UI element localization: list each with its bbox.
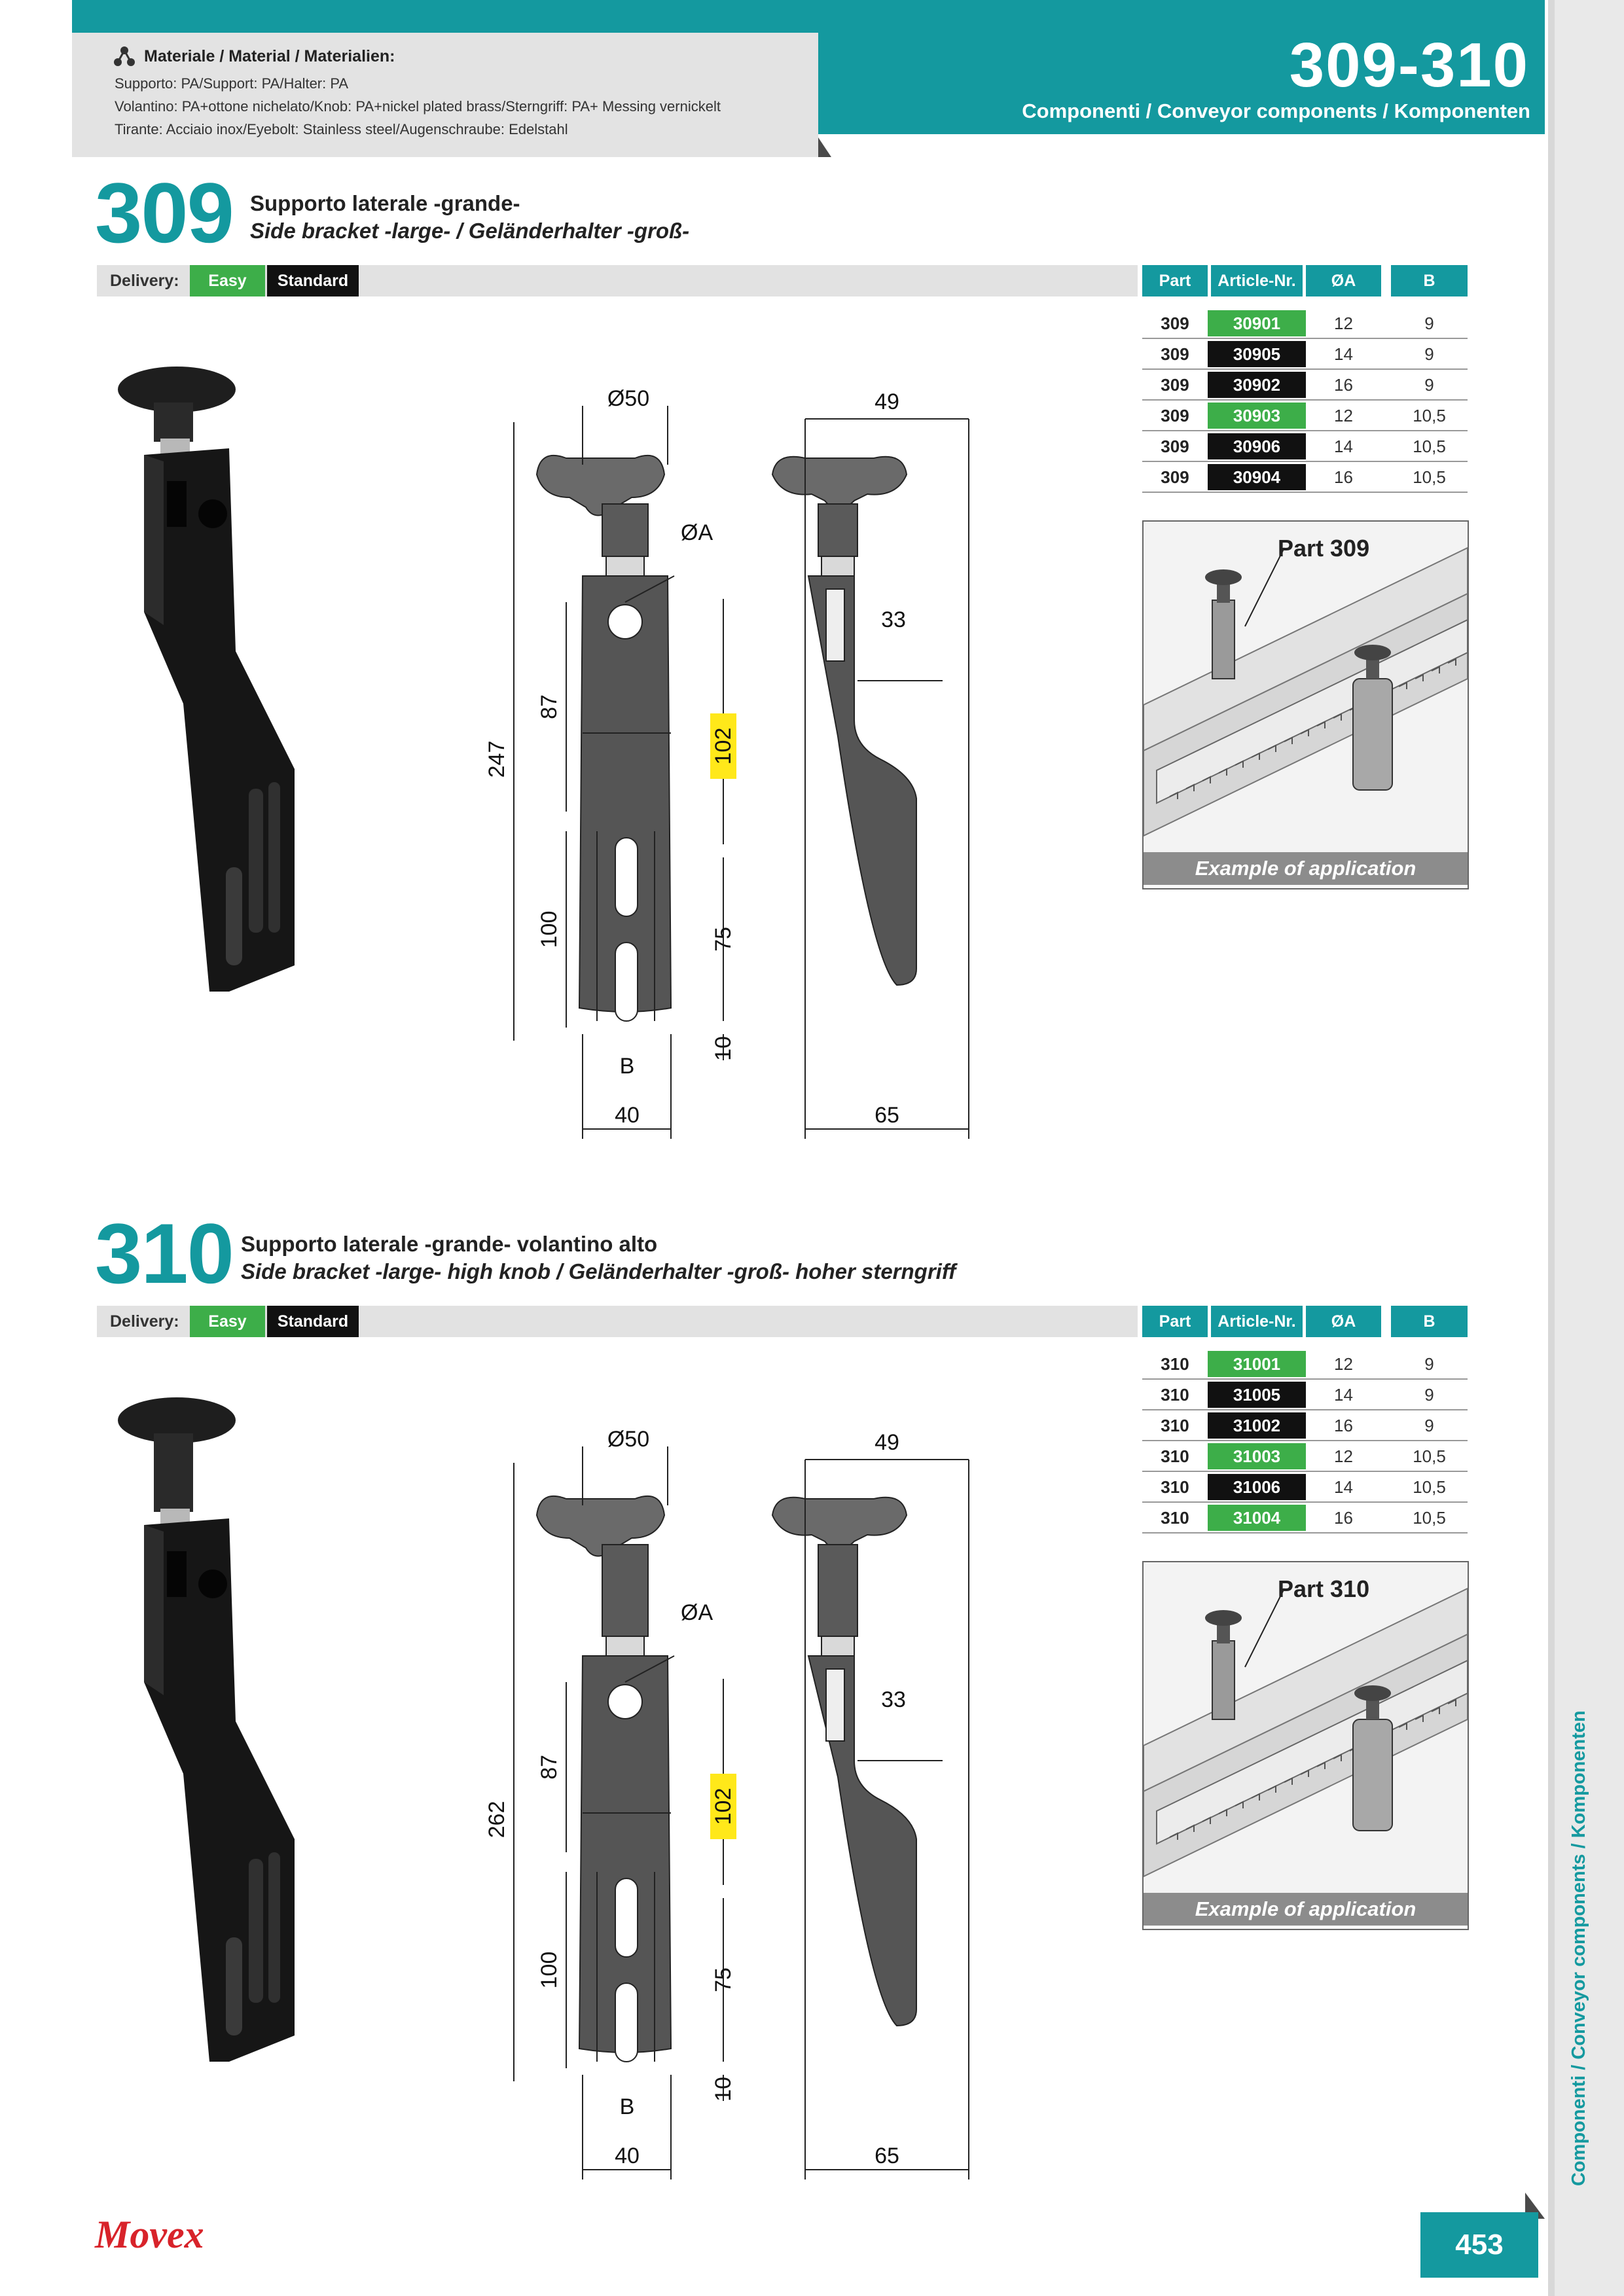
dim-side-top: 49 [875,389,899,414]
diameter-cell: 12 [1334,406,1353,425]
diameter-cell: 12 [1334,314,1353,333]
dim-b: B [619,2094,635,2119]
part-cell: 310 [1161,1385,1189,1405]
movex-logo: Movex [95,2213,204,2256]
part-cell: 310 [1161,1416,1189,1435]
easy-badge: Easy [190,1306,265,1337]
b-cell: 9 [1424,1354,1434,1374]
application-caption: Example of application [1144,852,1468,885]
dim-width: 40 [615,1103,640,1128]
part-cell: 309 [1161,375,1189,395]
diameter-cell: 14 [1334,344,1353,364]
b-cell: 9 [1424,314,1434,333]
delivery-label: Delivery: [110,272,179,290]
dim-diameter-a: ØA [681,520,713,545]
b-cell: 9 [1424,1385,1434,1405]
dim-total: 247 [484,740,509,778]
diameter-cell: 16 [1334,1508,1353,1528]
section-number: 310 [95,1206,233,1301]
section-subtitle: Side bracket -large- / Geländerhalter -groß- [250,219,690,243]
b-cell: 9 [1424,344,1434,364]
b-cell: 9 [1424,1416,1434,1435]
part-cell: 310 [1161,1508,1189,1528]
b-cell: 10,5 [1413,406,1446,425]
application-image [1142,520,1469,889]
diameter-cell: 14 [1334,1477,1353,1497]
material-line: Tirante: Acciaio inox/Eyebolt: Stainless steel/Augenschraube: Edelstahl [115,121,568,137]
article-cell: 31001 [1208,1351,1306,1377]
part-cell: 309 [1161,314,1189,333]
article-cell: 30906 [1208,433,1306,459]
part-cell: 310 [1161,1354,1189,1374]
part-cell: 309 [1161,406,1189,425]
article-cell: 30902 [1208,372,1306,398]
application-illustration [1144,522,1468,852]
dim-knob: Ø50 [607,386,650,411]
table-header: Part [1142,265,1208,296]
part-cell: 309 [1161,467,1189,487]
article-cell: 31004 [1208,1505,1306,1531]
materials-box [72,33,818,157]
b-cell: 9 [1424,375,1434,395]
dim-side-mid: 33 [881,607,906,632]
technical-drawing [452,380,988,1165]
standard-badge: Standard [267,265,359,296]
table-header: Part [1142,1306,1208,1337]
b-cell: 10,5 [1413,467,1446,487]
article-cell: 30905 [1208,341,1306,367]
diameter-cell: 16 [1334,467,1353,487]
dim-total: 262 [484,1801,509,1839]
page-number: 453 [1420,2212,1538,2278]
application-image [1142,1561,1469,1930]
b-cell: 10,5 [1413,1477,1446,1497]
application-title: Part 310 [1278,1575,1370,1602]
b-cell: 10,5 [1413,1508,1446,1528]
article-cell: 31005 [1208,1382,1306,1408]
catalog-title: Componenti / Conveyor components / Komponenten [1022,99,1530,122]
dim-bottom: 10 [711,1036,736,1061]
easy-badge: Easy [190,265,265,296]
table-header: Article-Nr. [1211,265,1303,296]
part-cell: 310 [1161,1477,1189,1497]
dim-highlight: 102 [711,1787,736,1825]
section-title: Supporto laterale -grande- [250,191,520,215]
dim-side-top: 49 [875,1430,899,1455]
dim-diameter-a: ØA [681,1600,713,1625]
dim-slot: 75 [711,1967,736,1992]
materials-title: Materiale / Material / Materialien: [144,47,395,65]
catalog-code: 309-310 [1289,30,1529,100]
product-photo [98,1394,314,2088]
b-cell: 10,5 [1413,1446,1446,1466]
dim-lower: 100 [537,1951,562,1989]
diameter-cell: 12 [1334,1354,1353,1374]
dim-side-bottom: 65 [875,2144,899,2168]
dim-knob: Ø50 [607,1427,650,1452]
product-photo [98,363,314,992]
dim-side-bottom: 65 [875,1103,899,1128]
dim-highlight: 102 [711,727,736,765]
article-cell: 31002 [1208,1412,1306,1439]
technical-drawing [452,1420,988,2206]
table-header: ØA [1306,265,1381,296]
dim-b: B [619,1054,635,1079]
section-title: Supporto laterale -grande- volantino alto [241,1232,658,1256]
article-cell: 30904 [1208,464,1306,490]
material-line: Supporto: PA/Support: PA/Halter: PA [115,75,349,92]
article-cell: 30901 [1208,310,1306,336]
dim-lower: 100 [537,910,562,948]
section-number: 309 [95,165,233,260]
b-cell: 10,5 [1413,437,1446,456]
part-cell: 309 [1161,344,1189,364]
dim-slot: 75 [711,927,736,952]
article-cell: 30903 [1208,403,1306,429]
dim-side-mid: 33 [881,1687,906,1712]
table-header: B [1391,265,1468,296]
dim-upper: 87 [537,1755,562,1780]
diameter-cell: 14 [1334,437,1353,456]
diameter-cell: 12 [1334,1446,1353,1466]
materials-icon [113,45,136,68]
part-cell: 310 [1161,1446,1189,1466]
table-header: ØA [1306,1306,1381,1337]
diameter-cell: 14 [1334,1385,1353,1405]
application-title: Part 309 [1278,535,1370,562]
table-header: B [1391,1306,1468,1337]
dim-upper: 87 [537,694,562,719]
diameter-cell: 16 [1334,1416,1353,1435]
application-illustration [1144,1562,1468,1893]
side-title: Componenti / Conveyor components / Komponenten [1568,1710,1589,2186]
dim-bottom: 10 [711,2077,736,2102]
section-subtitle: Side bracket -large- high knob / Geländerhalter -groß- hoher sterngriff [241,1259,956,1283]
article-cell: 31006 [1208,1474,1306,1500]
application-caption: Example of application [1144,1893,1468,1926]
table-header: Article-Nr. [1211,1306,1303,1337]
material-line: Volantino: PA+ottone nichelato/Knob: PA+nickel plated brass/Sterngriff: PA+ Messing vernickelt [115,98,721,115]
dim-width: 40 [615,2144,640,2168]
part-cell: 309 [1161,437,1189,456]
diameter-cell: 16 [1334,375,1353,395]
delivery-label: Delivery: [110,1312,179,1331]
article-cell: 31003 [1208,1443,1306,1469]
standard-badge: Standard [267,1306,359,1337]
